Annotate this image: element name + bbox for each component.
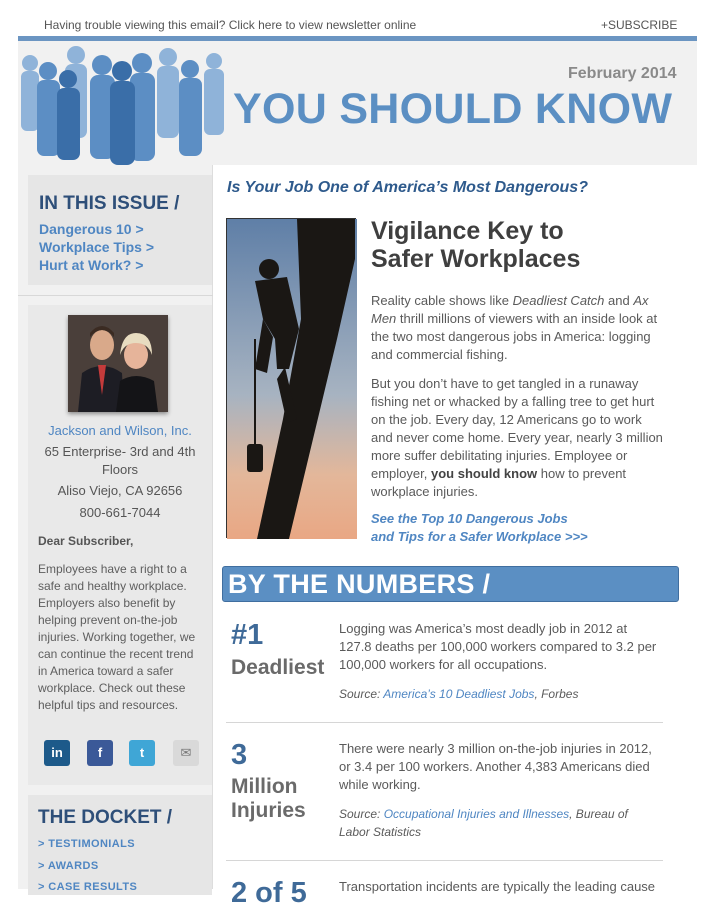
firm-name-link[interactable]: Jackson and Wilson, Inc. [48,423,192,438]
article-question: Is Your Job One of America’s Most Dangerous? [227,179,588,196]
facebook-icon[interactable]: f [87,740,113,766]
stat-label: Deadliest [231,656,325,679]
twitter-icon[interactable]: t [129,740,155,766]
article-title-line-1: Vigilance Key to [371,217,564,245]
article-title [371,217,651,273]
city-line: Aliso Viejo, CA 92656 [57,483,183,498]
intro-paragraph: Employees have a right to a safe and healthy workplace. Employers also benefit by helping prevent on-the-job injuries. Working together, we can continue the recent trend in America toward a safer workplace. Check out these helpful tips and resources. [38,562,196,712]
by-the-numbers-banner [222,566,679,602]
issue-date: February 2014 [568,65,677,82]
source-publisher: , Bureau of Labor Statistics [339,807,628,839]
docket-link-awards[interactable]: > AWARDS [38,860,99,872]
stat-item [226,875,663,909]
sidebar [18,165,213,893]
issue-link-dangerous-10[interactable]: Dangerous 10 > [39,221,144,237]
docket-link-case-results[interactable]: > CASE RESULTS [38,881,138,893]
main-content [214,165,697,909]
para1-text-c: thrill millions of viewers with an inside look at the two most dangerous jobs in America: logging and commercial fishing. [371,311,658,362]
stat-figure: #1 [231,619,264,651]
para2-text-b: how to prevent workplace injuries. [371,466,627,499]
para1-text-a: Reality cable shows like [371,293,513,308]
source-link[interactable]: Occupational Injuries and Illnesses [383,807,570,821]
masthead [18,41,697,165]
phone-number: 800-661-7044 [79,505,161,520]
stat-item [226,617,663,717]
stat-divider [226,860,663,861]
stat-source [339,685,661,703]
source-publisher: , Forbes [534,687,579,701]
docket-link-testimonials[interactable]: > TESTIMONIALS [38,838,135,850]
show-name-ax-men: Ax Men [371,293,649,326]
stat-source [339,805,661,841]
in-this-issue-box [28,175,212,285]
salutation: Dear Subscriber, [38,534,134,548]
stat-description: Logging was America’s most deadly job in 2012 at 127.8 deaths per 100,000 workers compared to 3.2 per 100,000 workers for all occupations. [339,621,657,672]
cta-line-1[interactable]: See the Top 10 Dangerous Jobs [371,511,568,526]
view-online-link[interactable]: Having trouble viewing this email? Click here to view newsletter online [44,18,417,32]
contact-box [28,305,212,785]
in-this-issue-heading: IN THIS ISSUE / [39,193,180,214]
article-paragraph-2 [371,375,667,501]
stat-item [226,737,663,847]
article-title-line-2: Safer Workplaces [371,245,581,273]
linkedin-icon[interactable]: in [44,740,70,766]
source-link[interactable]: America’s 10 Deadliest Jobs [383,687,535,701]
stat-figure: 2 of 5 [231,877,307,909]
attorneys-photo [68,315,168,412]
crowd-silhouette-icon [18,41,228,165]
subscribe-link[interactable]: +SUBSCRIBE [601,18,678,32]
para1-text-b: and [604,293,634,308]
stat-divider [226,722,663,723]
sidebar-divider [18,295,213,296]
stat-label: Million Injuries [231,775,306,822]
stat-figure: 3 [231,739,248,771]
para2-emphasis: you should know [430,466,538,481]
newsletter-title: YOU SHOULD KNOW [233,85,673,133]
stat-description: There were nearly 3 million on-the-job injuries in 2012, or 3.4 per 100 workers. Another 4,383 Americans died while working. [339,741,652,792]
para2-text-a: But you don’t have to get tangled in a runaway fishing net or whacked by a falling tree to get hurt on the job. Every day, 12 Americans go to work and never come home. Every year, nearly 3 million more suffer debilitating injuries. Employee or employer, [371,376,663,481]
address-line-2: Floors [101,462,139,477]
logger-photo [226,218,356,538]
source-prefix: Source: [339,807,384,821]
top-bar [0,0,705,36]
address-line-1: 65 Enterprise- 3rd and 4th [44,444,196,459]
cta-line-2[interactable]: and Tips for a Safer Workplace >>> [371,529,588,544]
docket-heading: THE DOCKET / [38,807,173,828]
top-10-jobs-link[interactable] [371,510,631,546]
issue-link-hurt-at-work[interactable]: Hurt at Work? > [39,257,144,273]
docket-box [28,795,212,895]
source-prefix: Source: [339,687,384,701]
by-the-numbers-heading: BY THE NUMBERS / [228,569,491,599]
show-name-deadliest-catch: Deadliest Catch [512,293,605,308]
article-paragraph-1 [371,292,667,364]
stat-description: Transportation incidents are typically the leading cause [339,879,656,894]
issue-link-workplace-tips[interactable]: Workplace Tips > [39,239,155,255]
email-icon[interactable]: ✉ [173,740,199,766]
